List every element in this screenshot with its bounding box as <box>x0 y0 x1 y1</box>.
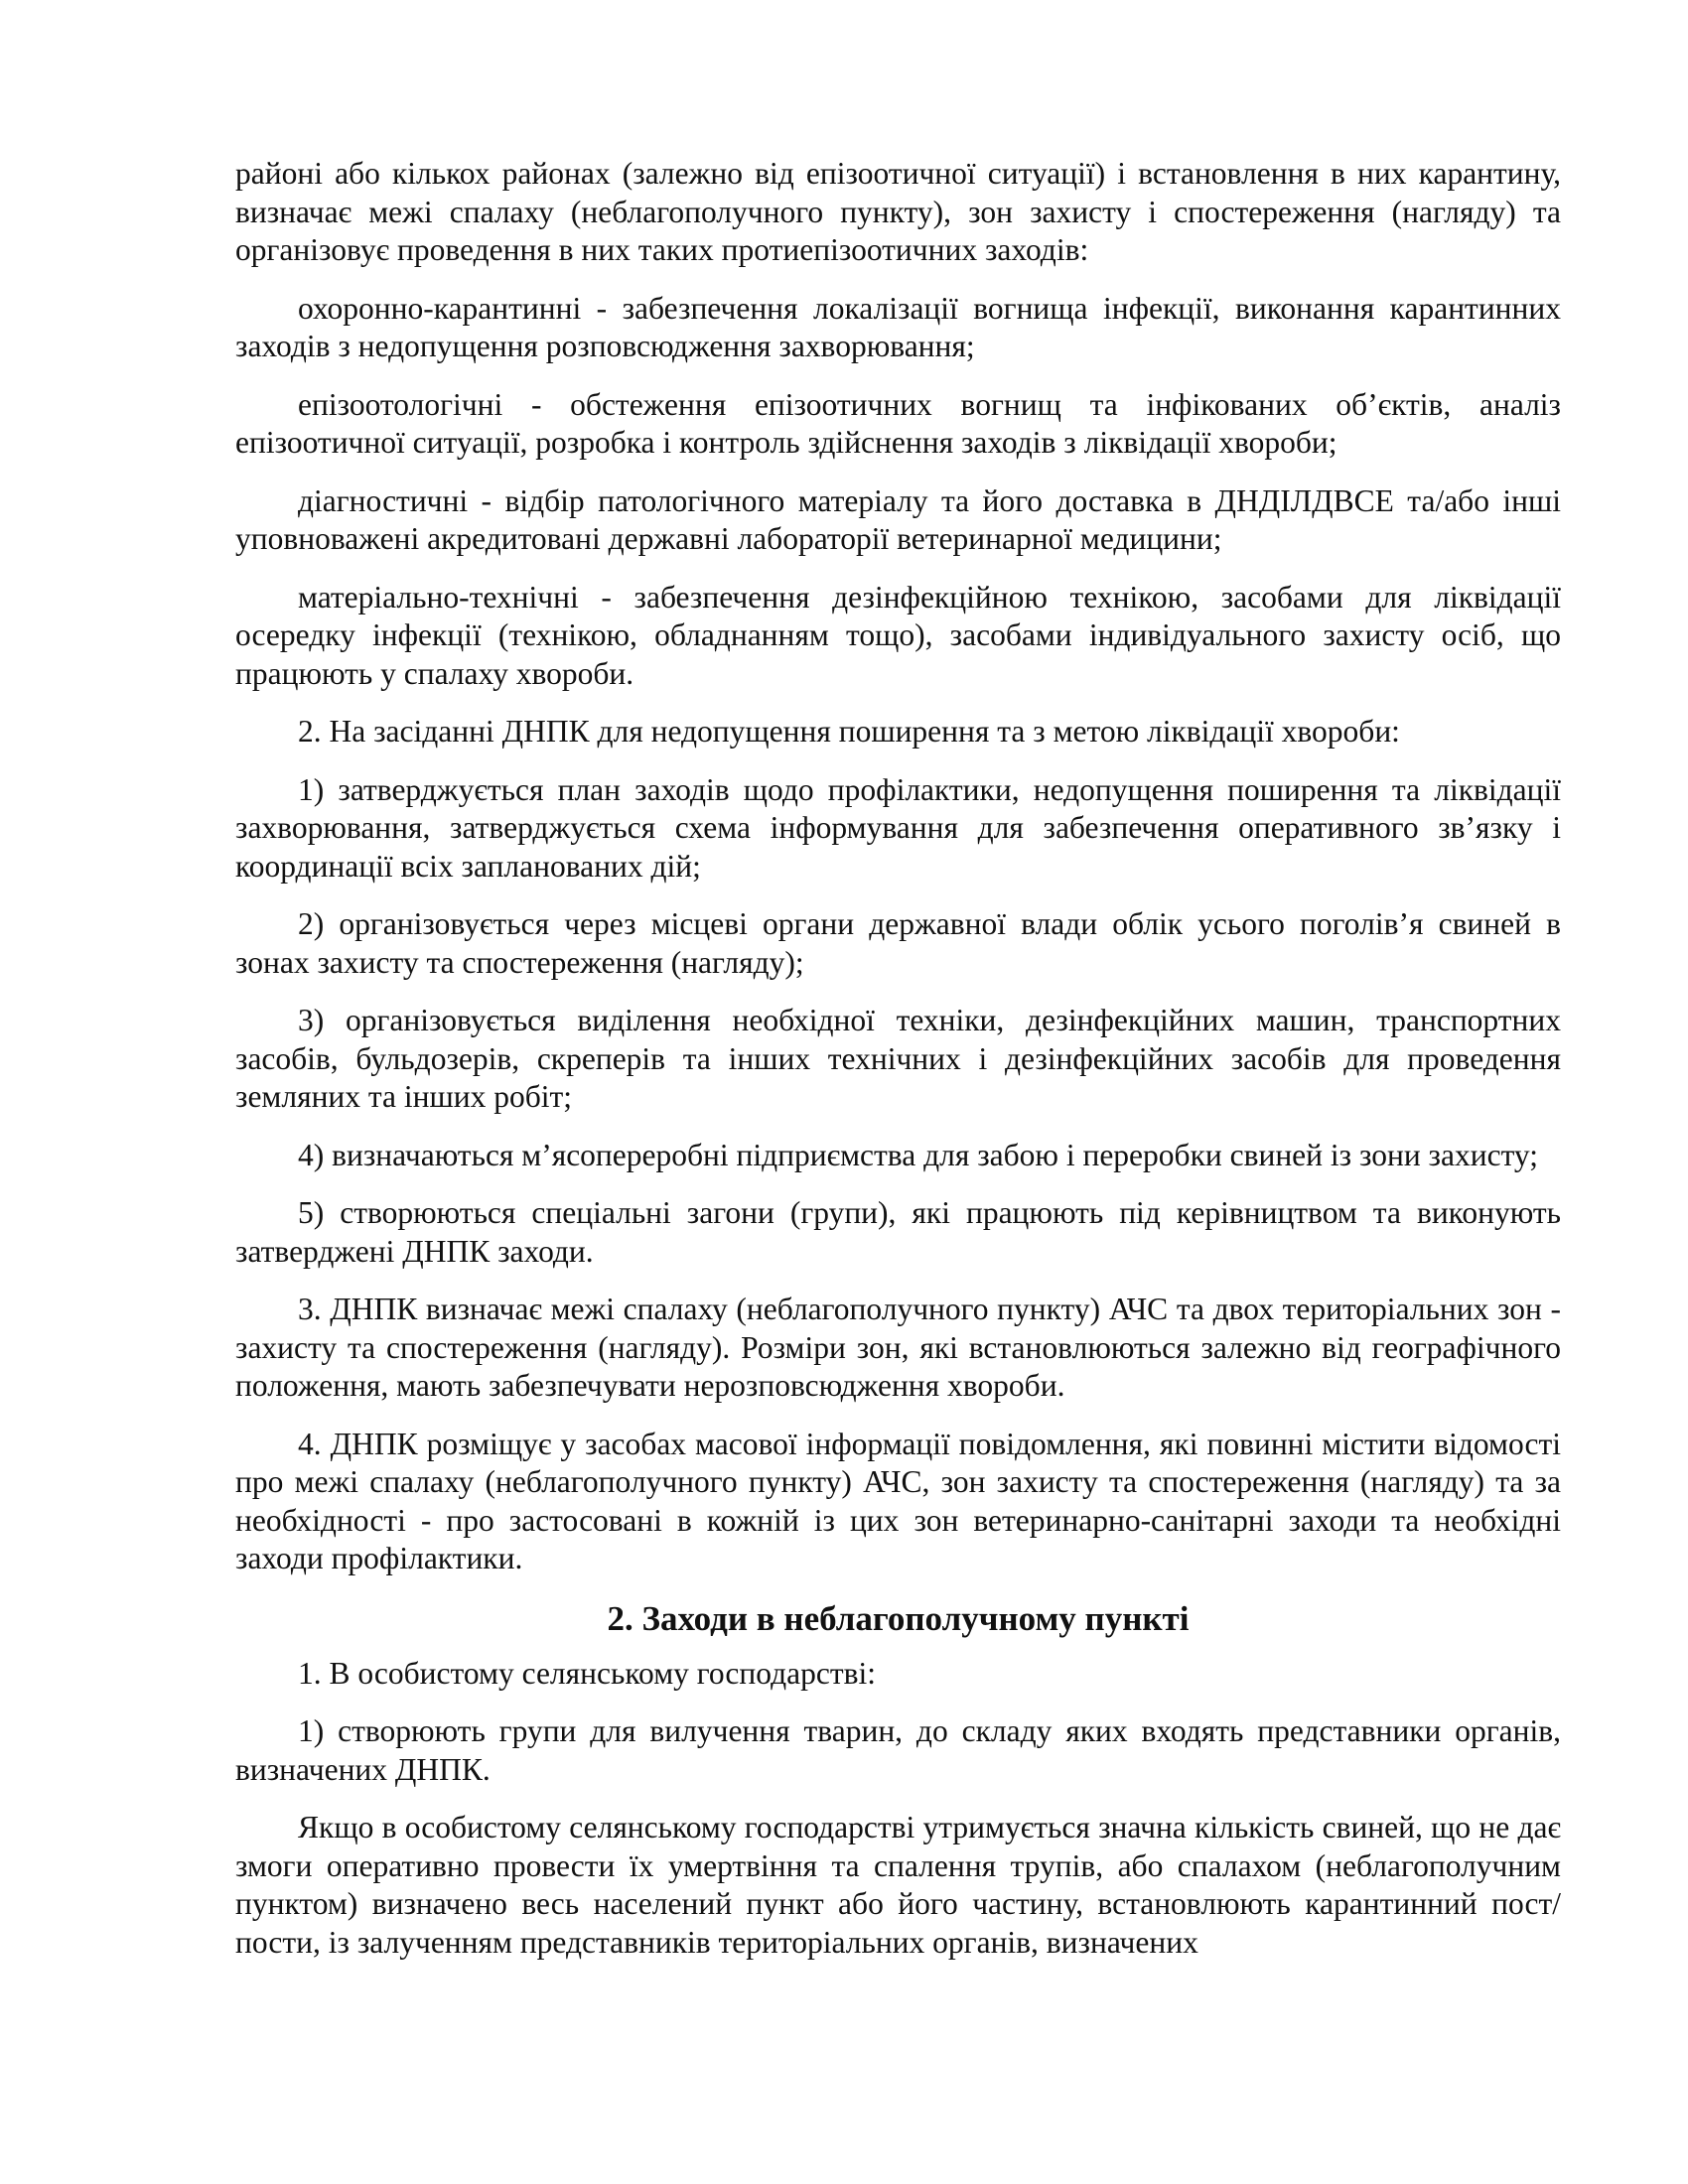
paragraph-epizootological-measures: епізоотологічні - обстеження епізоотичних вогнищ та інфікованих об’єктів, аналіз епізоотичної ситуації, розробка і контроль здійснення заходів з ліквідації хвороби; <box>235 386 1561 460</box>
paragraph-subitem-3: 3) організовується виділення необхідної техніки, дезінфекційних машин, транспортних засобів, бульдозерів, скреперів та інших технічних і дезінфекційних засобів для проведення земляних та інших робіт; <box>235 1003 1561 1114</box>
document-page <box>235 155 1561 1981</box>
paragraph-section-continuation: Якщо в особистому селянському господарстві утримується значна кількість свиней, що не дає змоги оперативно провести їх умертвіння та спалення трупів, або спалахом (неблагополучним пунктом) визначено весь населений пункт або його частину, встановлюють карантинний пост/пости, із залученням представників територіальних органів, визначених <box>235 1810 1561 1960</box>
paragraph-section-subitem-1: 1) створюють групи для вилучення тварин, до складу яких входять представники органів, визначених ДНПК. <box>235 1713 1561 1787</box>
paragraph-section-item-1: 1. В особистому селянському господарстві: <box>298 1655 876 1691</box>
paragraph-intro-continuation: районі або кількох районах (залежно від епізоотичної ситуації) і встановлення в них карантину, визначає межі спалаху (неблагополучного пункту), зон захисту і спостереження (нагляду) та організовує проведення в них таких протиепізоотичних заходів: <box>235 156 1561 267</box>
paragraph-subitem-1: 1) затверджується план заходів щодо профілактики, недопущення поширення та ліквідації захворювання, затверджується схема інформування для забезпечення оперативного зв’язку і координації всіх запланованих дій; <box>235 771 1561 884</box>
paragraph-quarantine-measures: охоронно-карантинні - забезпечення локалізації вогнища інфекції, виконання карантинних заходів з недопущення розповсюдження захворювання; <box>235 290 1561 363</box>
section-heading: 2. Заходи в неблагополучному пункті <box>607 1598 1190 1638</box>
paragraph-material-technical-measures: матеріально-технічні - забезпечення дезінфекційною технікою, засобами для ліквідації осередку інфекції (технікою, обладнанням тощо), засобами індивідуального захисту осіб, що працюють у спалаху хвороби. <box>235 579 1561 691</box>
paragraph-item-3: 3. ДНПК визначає межі спалаху (неблагополучного пункту) АЧС та двох територіальних зон - захисту та спостереження (нагляду). Розміри зон, які встановлюються залежно від географічного положення, мають забезпечувати нерозповсюдження хвороби. <box>235 1292 1561 1403</box>
paragraph-subitem-2: 2) організовується через місцеві органи державної влади облік усього поголів’я свиней в зонах захисту та спостереження (нагляду); <box>235 906 1561 980</box>
paragraph-item-4: 4. ДНПК розміщує у засобах масової інформації повідомлення, які повинні містити відомості про межі спалаху (неблагополучного пункту) АЧС, зон захисту та спостереження (нагляду) та за необхідності - про застосовані в кожній із цих зон ветеринарно-санітарні заходи та необхідні заходи профілактики. <box>235 1426 1561 1575</box>
paragraph-diagnostic-measures: діагностичні - відбір патологічного матеріалу та його доставка в ДНДІЛДВСЕ та/або інші уповноважені акредитовані державні лабораторії ветеринарної медицини; <box>235 482 1561 556</box>
paragraph-subitem-5: 5) створюються спеціальні загони (групи), які працюють під керівництвом та виконують затверджені ДНПК заходи. <box>235 1195 1561 1269</box>
paragraph-item-2: 2. На засіданні ДНПК для недопущення поширення та з метою ліквідації хвороби: <box>298 714 1400 749</box>
paragraph-subitem-4: 4) визначаються м’ясопереробні підприємства для забою і переробки свиней із зони захисту; <box>298 1137 1539 1172</box>
